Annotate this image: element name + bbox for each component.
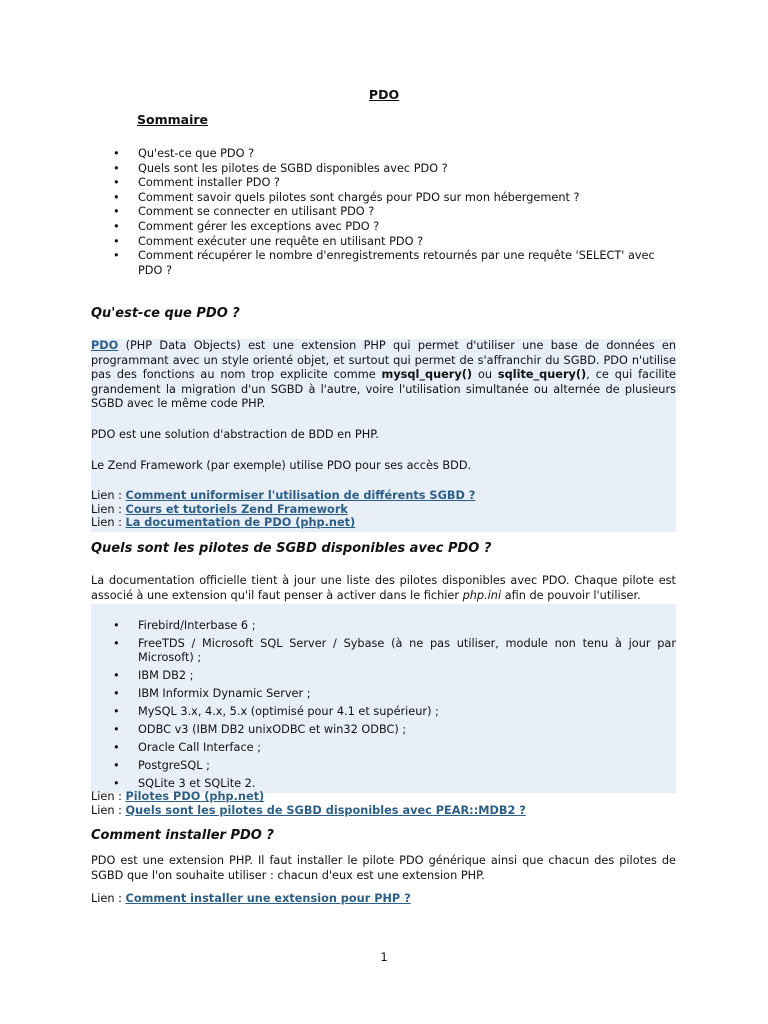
link-uniformiser-sgbd[interactable]: Comment uniformiser l'utilisation de différents SGBD ? xyxy=(125,489,476,503)
toc-item: • Comment exécuter une requête en utilisant PDO ? xyxy=(0,235,680,250)
link-zend-tutorials[interactable]: Cours et tutoriels Zend Framework xyxy=(125,502,348,516)
link-prefix: Lien : xyxy=(91,502,126,516)
drivers-list xyxy=(91,619,676,791)
pdo-link[interactable]: PDO xyxy=(91,339,119,352)
drivers-links xyxy=(91,790,676,818)
link-mdb2-drivers[interactable]: Quels sont les pilotes de SGBD disponibles avec PEAR::MDB2 ? xyxy=(125,804,526,817)
php-ini-filename: php.ini xyxy=(462,588,502,602)
drivers-intro-text-2: afin de pouvoir l'utiliser. xyxy=(501,588,641,602)
section-heading-install: Comment installer PDO ? xyxy=(91,828,274,843)
page-number: 1 xyxy=(380,950,388,964)
table-of-contents xyxy=(0,147,680,278)
driver-item: • IBM Informix Dynamic Server ; xyxy=(91,687,676,702)
intro-text-1: (PHP Data Objects) est une extension PHP qui permet d'utiliser une base de données en programmant avec un style orienté objet, et surtout qui permet de s'affranchir du SGBD. PDO n'utilise pas des fonctions au nom trop explicite comme xyxy=(91,339,676,382)
driver-item: • ODBC v3 (IBM DB2 unixODBC et win32 ODBC) ; xyxy=(91,723,676,738)
section-heading-drivers: Quels sont les pilotes de SGBD disponibles avec PDO ? xyxy=(91,541,492,556)
link-pdo-drivers[interactable]: Pilotes PDO (php.net) xyxy=(125,790,265,803)
drivers-intro-paragraph xyxy=(91,574,676,603)
drivers-list-box xyxy=(91,604,676,793)
toc-item: • Comment se connecter en utilisant PDO ? xyxy=(0,205,680,220)
toc-item: • Qu'est-ce que PDO ? xyxy=(0,147,680,162)
driver-item: • Oracle Call Interface ; xyxy=(91,741,676,756)
links-block xyxy=(91,489,676,530)
link-prefix: Lien : xyxy=(91,804,126,817)
abstraction-paragraph: PDO est une solution d'abstraction de BDD en PHP. xyxy=(91,427,379,441)
intro-text-3: , ce qui facilite grandement la migration d'un SGBD à l'autre, voire l'utilisation simultanée ou alternée de plusieurs SGBD avec le même code PHP. xyxy=(91,368,676,411)
link-prefix: Lien : xyxy=(91,790,126,803)
toc-item: • Comment gérer les exceptions avec PDO ? xyxy=(0,220,680,235)
section-what-is-pdo-body xyxy=(91,339,676,532)
link-prefix: Lien : xyxy=(91,489,126,503)
link-install-extension[interactable]: Comment installer une extension pour PHP ? xyxy=(125,892,411,905)
driver-item: • IBM DB2 ; xyxy=(91,669,676,684)
toc-title: Sommaire xyxy=(137,112,209,127)
toc-item: • Quels sont les pilotes de SGBD disponibles avec PDO ? xyxy=(0,162,680,177)
toc-item: • Comment récupérer le nombre d'enregistrements retournés par une requête 'SELECT' avec PDO ? xyxy=(0,249,680,278)
install-link-line xyxy=(91,892,676,907)
function-sqlite-query: sqlite_query() xyxy=(497,368,587,382)
document-title: PDO xyxy=(368,87,400,102)
driver-item: • SQLite 3 et SQLite 2. xyxy=(91,777,676,792)
install-paragraph: PDO est une extension PHP. Il faut installer le pilote PDO générique ainsi que chacun des pilotes de SGBD que l'on souhaite utiliser : chacun d'eux est une extension PHP. xyxy=(91,854,676,882)
driver-item: • PostgreSQL ; xyxy=(91,759,676,774)
drivers-intro xyxy=(91,574,676,603)
link-prefix: Lien : xyxy=(91,892,126,905)
section-heading-what-is-pdo: Qu'est-ce que PDO ? xyxy=(91,306,240,321)
intro-paragraph xyxy=(91,339,676,412)
driver-item: • FreeTDS / Microsoft SQL Server / Sybase (à ne pas utiliser, module non tenu à jour par Microsoft) ; xyxy=(91,637,676,666)
intro-text-2: ou xyxy=(472,368,498,382)
toc-item: • Comment installer PDO ? xyxy=(0,176,680,191)
toc-item: • Comment savoir quels pilotes sont chargés pour PDO sur mon hébergement ? xyxy=(0,191,680,206)
driver-item: • Firebird/Interbase 6 ; xyxy=(91,619,676,634)
driver-item: • MySQL 3.x, 4.x, 5.x (optimisé pour 4.1 et supérieur) ; xyxy=(91,705,676,720)
drivers-intro-text-1: La documentation officielle tient à jour une liste des pilotes disponibles avec PDO. Chaque pilote est associé à une extension qu'il faut penser à activer dans le fichier xyxy=(91,574,676,602)
link-prefix: Lien : xyxy=(91,516,126,530)
link-pdo-doc[interactable]: La documentation de PDO (php.net) xyxy=(125,516,356,530)
zend-paragraph: Le Zend Framework (par exemple) utilise PDO pour ses accès BDD. xyxy=(91,458,472,472)
function-mysql-query: mysql_query() xyxy=(381,368,473,382)
